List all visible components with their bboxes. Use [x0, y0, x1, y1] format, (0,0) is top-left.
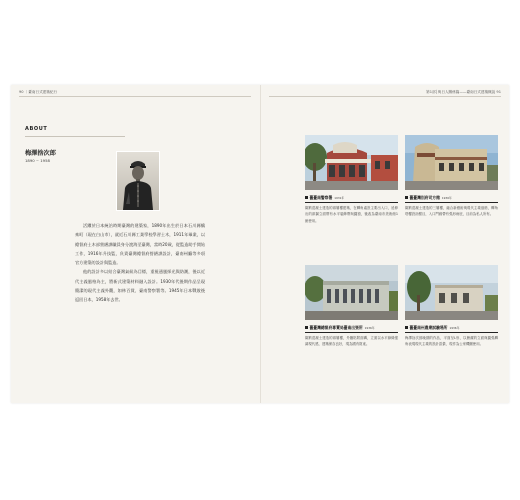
- caption-text: 鋼筋混凝土建造的兩層樓，外牆貼附面磚，立面以水平線條強調現代感，建築保存良好，現為國有財產。: [305, 336, 398, 347]
- page-gutter: [260, 85, 261, 403]
- caption-title-text: 舊臺灣別府司方館: [409, 195, 440, 200]
- left-page-header: 90 ｜臺南日式建築紀行: [19, 90, 58, 94]
- caption-title: [405, 325, 459, 331]
- left-header-rule: [19, 96, 251, 97]
- caption-rule: [305, 202, 398, 203]
- caption-title: [305, 195, 344, 201]
- caption-title-text: 舊臺南州農業試驗場所: [409, 325, 448, 330]
- caption-years: 1936年: [364, 326, 375, 330]
- right-header-rule: [269, 96, 501, 97]
- biography-text: [75, 221, 205, 305]
- caption-text: 鋼筋混凝土建造的兩層樓建築，在轉角處設主要出入口，延伸出的兩翼立面帶有水平裝飾帶與圓窗，後改為臺南市美術館1館使用。: [305, 206, 398, 223]
- person-name: 梅澤捨次郎: [25, 150, 56, 157]
- caption-text: 梅澤捨次郎晚期的作品，平面呈L形，以簡潔的立面與圓弧轉角表現現代主義的設計語彙，現作為公家機關使用。: [405, 336, 498, 347]
- photo-tainan-police-station: [305, 135, 398, 190]
- caption-title-text: 舊臺南警察署: [309, 195, 333, 200]
- caption-text: 鋼筋混凝土建造的三層樓，融合新藝術與現代主義風格，轉角塔樓設計醒目，入口門廊帶有弧形雨庇，目前為私人所有。: [405, 206, 498, 217]
- caption-years: 1936年: [449, 326, 460, 330]
- caption-rule: [405, 332, 498, 333]
- caption-rule: [305, 332, 398, 333]
- about-rule: [25, 136, 125, 137]
- person-years: 1890 ~ 1958: [25, 158, 50, 163]
- caption-years: 1936年: [441, 196, 452, 200]
- caption-rule: [405, 202, 498, 203]
- caption-years: 1931年: [334, 196, 345, 200]
- caption-title: [405, 195, 452, 201]
- photo-taiwan-beppu-building: [405, 135, 498, 190]
- bio-paragraph: 他的設計多以結合臺灣氣候為目標，重視通風採光與防潮，後以近代主義風格為主，將新式建築材料融入設計。1930年代後期作品呈現簡潔的現代主義外觀，如林百貨、臺南警察署等。1945年日本戰敗後返回日本，1958年去世。: [75, 269, 205, 303]
- bio-paragraph: 活躍於日本統治時期臺灣的建築家，1890年出生於日本石川縣鶴來町（現在白山市），就近石川縣工業學校學習土木，1911年畢業，以總督府土木部營繕課職員身分渡海至臺灣，當時20歲，從監造助手開始工作，1916年升技監，負責臺灣總督府營繕課設計，臺南州廳等多項官方建築的設計與監造。: [75, 223, 205, 266]
- about-label: ABOUT: [25, 126, 48, 132]
- photo-agricultural-station: [405, 265, 498, 320]
- portrait-photo: [116, 151, 160, 211]
- right-page-header: 第1部│與日人關係篇——臺南日式建築概說 91: [426, 90, 501, 94]
- caption-title-text: 舊臺灣總督府專賣局臺南出張所: [309, 325, 363, 330]
- caption-title: [305, 325, 375, 331]
- book-spread: [11, 85, 509, 403]
- photo-monopoly-bureau-branch: [305, 265, 398, 320]
